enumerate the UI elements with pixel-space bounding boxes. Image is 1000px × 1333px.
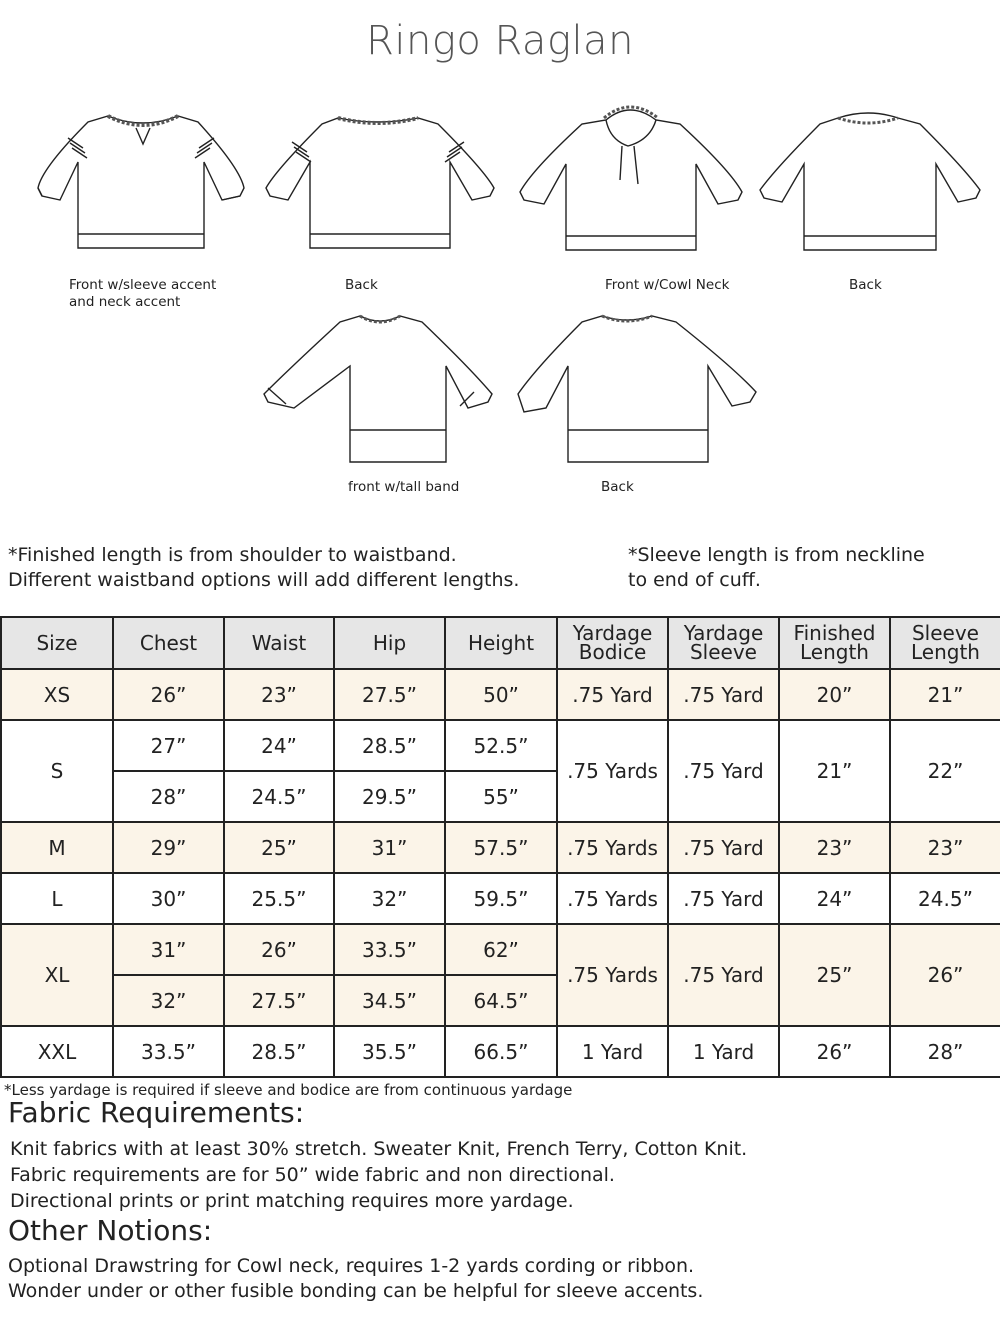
- table-row: [1, 873, 1000, 924]
- cell-finished-length: 23”: [779, 822, 890, 873]
- cell-hip: 32”: [334, 873, 445, 924]
- notions-line: Optional Drawstring for Cowl neck, requires 1-2 yards cording or ribbon.: [8, 1255, 695, 1277]
- cell-yardage-bodice: .75 Yards: [557, 873, 668, 924]
- cell-size: XXL: [1, 1026, 113, 1077]
- header-chest: Chest: [113, 617, 224, 669]
- cell-height: 62”: [445, 924, 557, 975]
- cell-yardage-bodice: .75 Yards: [557, 822, 668, 873]
- cell-hip: 33.5”: [334, 924, 445, 975]
- cell-yardage-sleeve: .75 Yard: [668, 720, 779, 822]
- yardage-footnote: *Less yardage is required if sleeve and bodice are from continuous yardage: [4, 1081, 573, 1099]
- cell-hip: 31”: [334, 822, 445, 873]
- cell-waist: 28.5”: [224, 1026, 334, 1077]
- fabric-line: Directional prints or print matching requires more yardage.: [10, 1190, 574, 1212]
- cell-sleeve-length: 24.5”: [890, 873, 1000, 924]
- table-row: [1, 1026, 1000, 1077]
- other-notions-heading: Other Notions:: [8, 1214, 213, 1247]
- cell-size: XL: [1, 924, 113, 1026]
- table-row: [1, 822, 1000, 873]
- cell-sleeve-length: 22”: [890, 720, 1000, 822]
- cell-height: 52.5”: [445, 720, 557, 771]
- cell-height: 64.5”: [445, 975, 557, 1026]
- cell-waist: 25”: [224, 822, 334, 873]
- sweatshirt-tall-band-back-illustration: [512, 312, 762, 472]
- cell-sleeve-length: 28”: [890, 1026, 1000, 1077]
- sketch-caption: Front w/Cowl Neck: [605, 277, 730, 293]
- sketch-caption: Back: [345, 277, 378, 293]
- sweatshirt-cowl-front-illustration: [510, 100, 750, 260]
- fabric-line: Knit fabrics with at least 30% stretch. Sweater Knit, French Terry, Cotton Knit.: [10, 1138, 748, 1160]
- table-row: [1, 924, 1000, 975]
- cell-yardage-sleeve: 1 Yard: [668, 1026, 779, 1077]
- cell-yardage-bodice: 1 Yard: [557, 1026, 668, 1077]
- cell-hip: 29.5”: [334, 771, 445, 822]
- cell-finished-length: 25”: [779, 924, 890, 1026]
- cell-size: S: [1, 720, 113, 822]
- cell-chest: 31”: [113, 924, 224, 975]
- cell-waist: 25.5”: [224, 873, 334, 924]
- cell-finished-length: 20”: [779, 669, 890, 720]
- header-sleeve-length: Sleeve Length: [890, 617, 1000, 669]
- cell-waist: 23”: [224, 669, 334, 720]
- header-height: Height: [445, 617, 557, 669]
- cell-chest: 26”: [113, 669, 224, 720]
- sketch-caption: front w/tall band: [348, 479, 460, 495]
- cell-size: XS: [1, 669, 113, 720]
- sweatshirt-back-illustration: [258, 108, 498, 258]
- header-yardage-sleeve: Yardage Sleeve: [668, 617, 779, 669]
- cell-size: M: [1, 822, 113, 873]
- header-yardage-bodice: Yardage Bodice: [557, 617, 668, 669]
- cell-height: 57.5”: [445, 822, 557, 873]
- size-chart-table: [0, 616, 1000, 1078]
- cell-height: 59.5”: [445, 873, 557, 924]
- header-hip: Hip: [334, 617, 445, 669]
- sketch-caption: Back: [849, 277, 882, 293]
- header-finished-length: Finished Length: [779, 617, 890, 669]
- cell-finished-length: 26”: [779, 1026, 890, 1077]
- header-waist: Waist: [224, 617, 334, 669]
- table-row: [1, 720, 1000, 771]
- finished-length-note: *Finished length is from shoulder to waistband. Different waistband options will add different lengths.: [8, 544, 520, 591]
- cell-hip: 35.5”: [334, 1026, 445, 1077]
- cell-hip: 28.5”: [334, 720, 445, 771]
- cell-yardage-sleeve: .75 Yard: [668, 873, 779, 924]
- cell-chest: 28”: [113, 771, 224, 822]
- cell-chest: 32”: [113, 975, 224, 1026]
- cell-waist: 24.5”: [224, 771, 334, 822]
- notions-line: Wonder under or other fusible bonding can be helpful for sleeve accents.: [8, 1280, 704, 1302]
- cell-hip: 27.5”: [334, 669, 445, 720]
- cell-sleeve-length: 26”: [890, 924, 1000, 1026]
- cell-waist: 26”: [224, 924, 334, 975]
- cell-height: 55”: [445, 771, 557, 822]
- cell-height: 66.5”: [445, 1026, 557, 1077]
- sleeve-length-note: *Sleeve length is from neckline to end of cuff.: [628, 544, 925, 591]
- sweatshirt-front-accent-illustration: [8, 108, 248, 258]
- header-size: Size: [1, 617, 113, 669]
- cell-size: L: [1, 873, 113, 924]
- sketch-caption: Front w/sleeve accent and neck accent: [69, 277, 217, 310]
- cell-finished-length: 21”: [779, 720, 890, 822]
- sketch-caption: Back: [601, 479, 634, 495]
- fabric-line: Fabric requirements are for 50” wide fabric and non directional.: [10, 1164, 615, 1186]
- page-title: Ringo Raglan: [366, 18, 634, 64]
- cell-finished-length: 24”: [779, 873, 890, 924]
- cell-sleeve-length: 23”: [890, 822, 1000, 873]
- cell-sleeve-length: 21”: [890, 669, 1000, 720]
- cell-chest: 27”: [113, 720, 224, 771]
- cell-chest: 30”: [113, 873, 224, 924]
- cell-yardage-bodice: .75 Yards: [557, 924, 668, 1026]
- sweatshirt-cowl-back-illustration: [758, 104, 998, 260]
- table-header-row: [1, 617, 1000, 669]
- cell-yardage-sleeve: .75 Yard: [668, 924, 779, 1026]
- cell-yardage-sleeve: .75 Yard: [668, 669, 779, 720]
- cell-yardage-sleeve: .75 Yard: [668, 822, 779, 873]
- cell-yardage-bodice: .75 Yards: [557, 720, 668, 822]
- cell-chest: 33.5”: [113, 1026, 224, 1077]
- table-row: [1, 669, 1000, 720]
- sweatshirt-tall-band-front-illustration: [260, 312, 500, 472]
- cell-chest: 29”: [113, 822, 224, 873]
- cell-waist: 27.5”: [224, 975, 334, 1026]
- cell-yardage-bodice: .75 Yard: [557, 669, 668, 720]
- cell-waist: 24”: [224, 720, 334, 771]
- cell-hip: 34.5”: [334, 975, 445, 1026]
- fabric-requirements-heading: Fabric Requirements:: [8, 1096, 305, 1129]
- cell-height: 50”: [445, 669, 557, 720]
